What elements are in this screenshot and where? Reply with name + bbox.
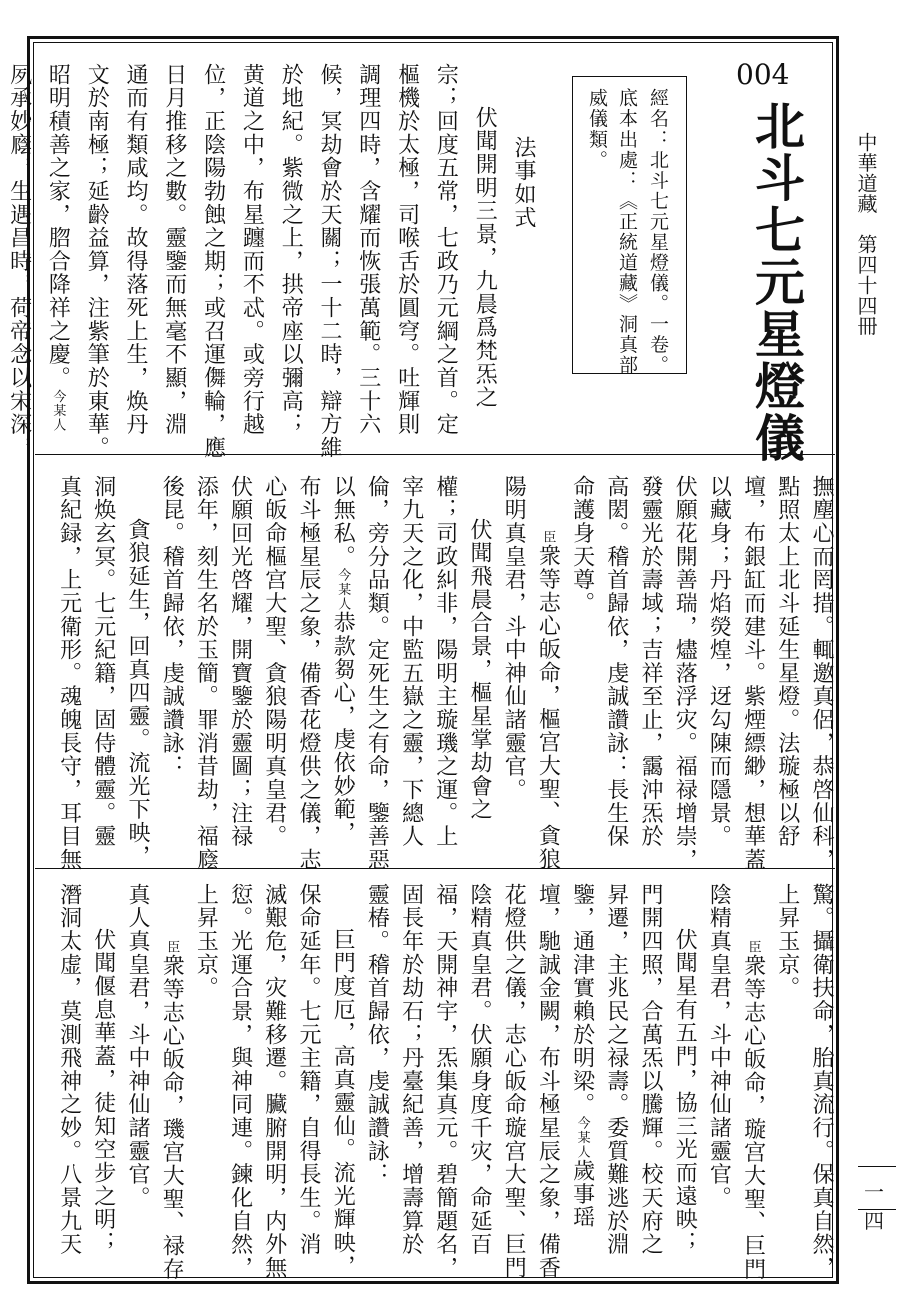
- upper-line: 通而有類咸均。故得落死上生，焕丹: [123, 63, 148, 437]
- lower-line: 固長年於劫石；丹臺紀善，增壽算於: [398, 883, 424, 1257]
- section-divider-lower: [35, 868, 835, 869]
- lower-line: 臣衆等志心皈命，璇宫大聖、巨門: [740, 940, 766, 1281]
- lower-line: 福，天開神宇，炁集真元。碧簡題名，: [432, 883, 458, 1280]
- middle-line: 陽明真皇君，斗中神仙諸靈官。: [501, 475, 527, 802]
- lower-line: 鑒，通津實賴於明梁。今某人歲事瑶: [569, 883, 595, 1230]
- middle-line: 真紀録，上元衛形。魂魄長守，耳目無: [56, 475, 82, 872]
- lower-line: 驚。攝衛扶命，胎真流行。保真自然，: [809, 883, 834, 1280]
- middle-line: 倫，旁分品類。定死生之有命，鑒善惡: [364, 475, 390, 872]
- text-number: 004: [736, 58, 790, 91]
- upper-line: 宗；回度五常，七政乃元綱之首。定: [433, 63, 459, 437]
- lower-line: 陰精真皇君，斗中神仙諸靈官。: [706, 883, 732, 1210]
- middle-line: 以無私。今某人恭款芻心，虔依妙範，: [330, 475, 356, 845]
- lower-line: 門開四照，合萬炁以騰輝。校天府之: [638, 883, 663, 1257]
- middle-line: 以藏身；丹焰熒煌，迓勾陳而隱景。: [706, 475, 732, 849]
- upper-line: 樞機於太極，司喉舌於圓穹。吐輝則: [394, 63, 420, 437]
- middle-line: 臣衆等志心皈命，樞宫大聖、貪狼: [535, 530, 561, 871]
- middle-line: 洞焕玄冥。七元紀籍，固侍體靈。靈: [90, 475, 116, 849]
- lower-line: 陰精真皇君。伏願身度千灾，命延百: [467, 883, 492, 1257]
- metadata-line: 底本出處：《正統道藏》洞真部: [616, 88, 638, 376]
- lower-line: 潛洞太虚，莫測飛神之妙。八景九天: [56, 883, 82, 1257]
- lower-line: 臣衆等志心皈命，璣宫大聖、禄存: [159, 940, 185, 1281]
- upper-line: 日月推移之數。靈鑒而無毫不顯，淵: [161, 63, 187, 437]
- lower-line: 伏聞偃息華蓋，徒知空步之明；: [90, 928, 116, 1255]
- lower-line: 上昇玉京。: [774, 883, 800, 1000]
- lower-line: 真人真皇君，斗中神仙諸靈官。: [125, 883, 150, 1210]
- section-divider-upper: [35, 454, 835, 455]
- middle-line: 權；司政糾非，陽明主璇璣之運。上: [432, 475, 458, 849]
- middle-line: 伏願回光啓耀，開寶鑒於靈圖；注禄: [227, 475, 253, 849]
- lower-line: 滅艱危，灾難移遷。臟腑開明，内外無: [261, 883, 287, 1280]
- upper-line: 位，正陰陽勃蝕之期；或召運儛輪，應: [200, 63, 226, 460]
- upper-line: 夙承妙廕，生遇昌時，荷帝念以宋深，: [6, 63, 32, 460]
- lower-line: 昇遷，主兆民之禄壽。委質難逃於淵: [603, 883, 629, 1257]
- middle-line: 壇，布銀缸而建斗。紫煙縹緲，想華蓋: [740, 475, 766, 872]
- page-number-box: [858, 1166, 896, 1233]
- middle-line: 命護身天尊。: [569, 475, 595, 615]
- metadata-line: 經名：北斗七元星燈儀。一卷。: [647, 88, 669, 376]
- lower-line: 愆。光運合景，與神同連。鍊化自然，: [227, 883, 253, 1280]
- upper-line: 昭明積善之家，脗合降祥之慶。今某人: [45, 63, 71, 433]
- upper-line: 調理四時，含耀而恢張萬範。三十六: [355, 63, 381, 437]
- middle-line: 心皈命樞宫大聖、貪狼陽明真皇君。: [261, 475, 287, 849]
- lower-line: 上昇玉京。: [193, 883, 219, 1000]
- middle-line: 點照太上北斗延生星燈。法璇極以舒: [774, 475, 800, 849]
- metadata-line: 威儀類。: [586, 88, 608, 171]
- upper-line: 於地紀。紫微之上，拱帝座以彌高；: [278, 63, 304, 437]
- upper-line: 伏聞開明三景，九晨爲梵炁之: [472, 106, 498, 410]
- middle-line: 貪狼延生，回真四靈。流光下映，: [125, 518, 150, 868]
- middle-line: 後昆。稽首歸依，虔誠讚詠：: [159, 475, 185, 779]
- lower-line: 壇，馳誠金闕，布斗極星辰之象，備香: [535, 883, 561, 1280]
- middle-line: 高閎。稽首歸依，虔誠讚詠：長生保: [603, 475, 629, 849]
- upper-line: 候，冥劫會於天關；一十二時，辯方維: [317, 63, 342, 460]
- lower-line: 靈椿。稽首歸依，虔誠讚詠：: [364, 883, 390, 1187]
- middle-line: 布斗極星辰之象，備香花燈供之儀，志: [296, 475, 321, 872]
- middle-line: 添年，刻生名於玉簡。罪消昔劫，福廕: [193, 475, 219, 872]
- middle-line: 發靈光於壽域；吉祥至止，靄沖炁於: [638, 475, 663, 849]
- middle-line: 伏願花開善瑞，燼落浮灾。福禄增崇，: [672, 475, 698, 872]
- upper-line: 法事如式: [511, 136, 536, 230]
- upper-line: 文於南極；延齡益算，注紫筆於東華。: [84, 63, 110, 460]
- page-number: 一四: [864, 1180, 884, 1233]
- lower-line: 巨門度厄，高真靈仙。流光輝映，: [330, 928, 356, 1278]
- running-head: 中華道藏 第四十四冊: [854, 132, 878, 336]
- scripture-title: 北斗七元星燈儀: [747, 100, 805, 464]
- lower-line: 伏聞星有五門，協三光而遠映；: [672, 928, 698, 1255]
- lower-line: 花燈供之儀，志心皈命璇宫大聖、巨門: [501, 883, 527, 1280]
- middle-line: 撫塵心而罔措。輒邀真侶，恭啓仙科，: [809, 475, 834, 872]
- lower-line: 保命延年。七元主籍，自得長生。消: [296, 883, 321, 1257]
- middle-line: 伏聞飛晨合景，樞星掌劫會之: [467, 518, 492, 822]
- middle-line: 宰九天之化，中監五嶽之靈，下總人: [398, 475, 424, 849]
- upper-line: 黄道之中，布星躔而不忒。或旁行越: [239, 63, 265, 437]
